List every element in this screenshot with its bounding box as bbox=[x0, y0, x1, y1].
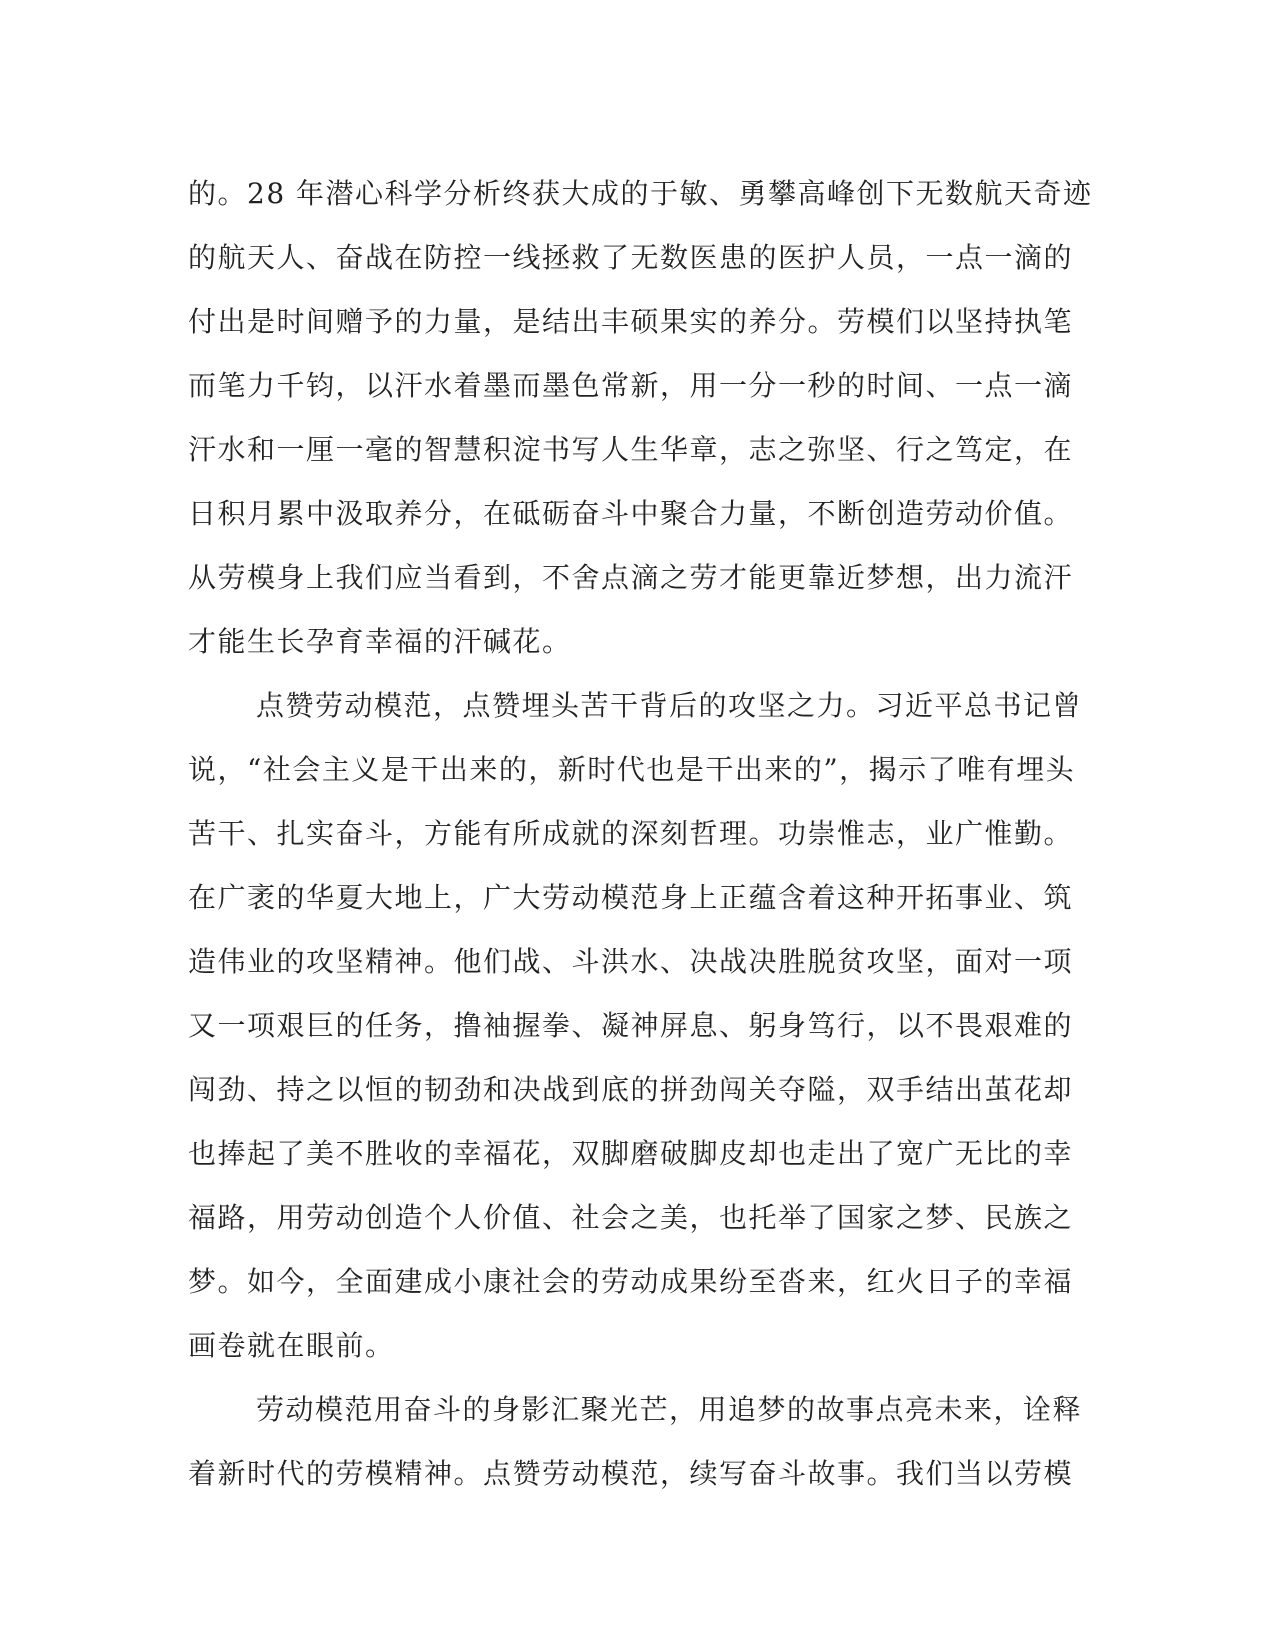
text-line: 汗水和一厘一毫的智慧积淀书写人生华章，志之弥坚、行之笃定，在 bbox=[188, 433, 1074, 466]
text-line: 造伟业的攻坚精神。他们战、斗洪水、决战决胜脱贫攻坚，面对一项 bbox=[188, 945, 1074, 978]
paragraph-1 bbox=[188, 162, 1093, 674]
text-line: 在广袤的华夏大地上，广大劳动模范身上正蕴含着这种开拓事业、筑 bbox=[188, 881, 1074, 914]
text-line: 的航天人、奋战在防控一线拯救了无数医患的医护人员，一点一滴的 bbox=[188, 241, 1074, 274]
document-body bbox=[188, 162, 1093, 1506]
text-line: 说，“社会主义是干出来的，新时代也是干出来的”，揭示了唯有埋头 bbox=[188, 753, 1076, 786]
text-line: 而笔力千钧，以汗水着墨而墨色常新，用一分一秒的时间、一点一滴 bbox=[188, 369, 1074, 402]
text-line: 着新时代的劳模精神。点赞劳动模范，续写奋斗故事。我们当以劳模 bbox=[188, 1457, 1074, 1490]
paragraph-2 bbox=[188, 674, 1088, 1378]
text-line: 又一项艰巨的任务，撸袖握拳、凝神屏息、躬身笃行，以不畏艰难的 bbox=[188, 1009, 1074, 1042]
text-line-indented: 点赞劳动模范，点赞埋头苦干背后的攻坚之力。习近平总书记曾 bbox=[256, 689, 1083, 722]
text-line: 闯劲、持之以恒的韧劲和决战到底的拼劲闯关夺隘，双手结出茧花却 bbox=[188, 1073, 1074, 1106]
text-line: 福路，用劳动创造个人价值、社会之美，也托举了国家之梦、民族之 bbox=[188, 1201, 1074, 1234]
text-line: 日积月累中汲取养分，在砥砺奋斗中聚合力量，不断创造劳动价值。 bbox=[188, 497, 1074, 530]
text-line: 从劳模身上我们应当看到，不舍点滴之劳才能更靠近梦想，出力流汗 bbox=[188, 561, 1074, 594]
text-line: 才能生长孕育幸福的汗碱花。 bbox=[188, 625, 572, 658]
text-line: 也捧起了美不胜收的幸福花，双脚磨破脚皮却也走出了宽广无比的幸 bbox=[188, 1137, 1074, 1170]
text-line-indented: 劳动模范用奋斗的身影汇聚光芒，用追梦的故事点亮未来，诠释 bbox=[256, 1393, 1083, 1426]
text-line: 苦干、扎实奋斗，方能有所成就的深刻哲理。功崇惟志，业广惟勤。 bbox=[188, 817, 1074, 850]
text-line: 画卷就在眼前。 bbox=[188, 1329, 395, 1362]
paragraph-3 bbox=[188, 1378, 1088, 1506]
text-line: 付出是时间赠予的力量，是结出丰硕果实的养分。劳模们以坚持执笔 bbox=[188, 305, 1074, 338]
text-line: 的。28 年潜心科学分析终获大成的于敏、勇攀高峰创下无数航天奇迹 bbox=[188, 177, 1093, 210]
text-line: 梦。如今，全面建成小康社会的劳动成果纷至沓来，红火日子的幸福 bbox=[188, 1265, 1074, 1298]
